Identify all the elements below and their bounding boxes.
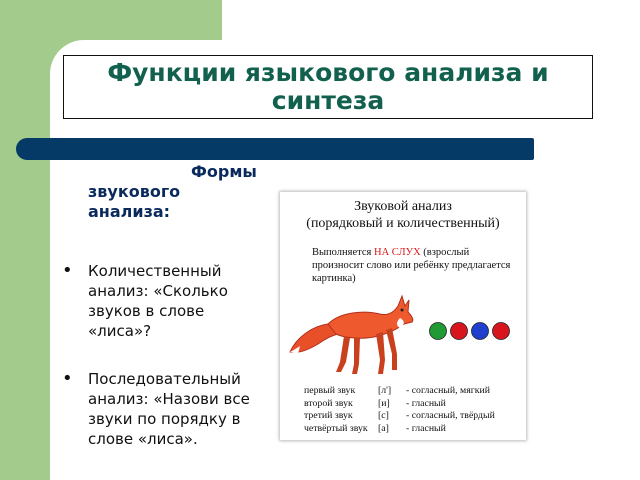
desc-before: Выполняется — [312, 247, 372, 258]
bullet-item-sequential — [62, 369, 272, 449]
sound-name: первый звук — [304, 385, 356, 396]
forms-heading-line-2: звукового — [88, 182, 181, 201]
sound-row — [304, 423, 495, 436]
picture-description — [312, 246, 522, 285]
sound-circle-3 — [472, 323, 489, 340]
sound-value: [л'] — [378, 385, 392, 396]
sound-desc: - гласный — [406, 397, 446, 409]
sound-name: второй звук — [304, 397, 353, 409]
slide-title — [63, 55, 593, 119]
picture-title-line-1: Звуковой анализ — [354, 199, 452, 214]
bullet-icon: • — [62, 260, 73, 281]
title-underline-bar — [16, 138, 534, 160]
picture-title — [280, 198, 526, 232]
sound-analysis-picture — [280, 192, 526, 440]
bullet-icon: • — [62, 368, 73, 389]
sound-desc: - согласный, твёрдый — [406, 410, 495, 421]
sound-value: [и] — [378, 397, 390, 409]
sound-desc: - согласный, мягкий — [406, 385, 491, 396]
sound-circle-1 — [430, 323, 447, 340]
bullet-item-quantitative — [62, 261, 272, 341]
sound-row — [304, 398, 495, 411]
sound-desc: - гласный — [406, 422, 446, 434]
picture-title-line-2: (порядковый и количественный) — [306, 216, 500, 231]
sound-name: четвёртый звук — [304, 422, 368, 434]
sound-circles — [428, 320, 512, 342]
title-line-1: Функции языкового анализа и — [107, 58, 549, 87]
forms-heading — [88, 162, 288, 222]
sound-table — [304, 385, 495, 435]
fox-icon — [288, 290, 418, 385]
sound-name: третий звук — [304, 410, 353, 421]
bullet-text: Количественный анализ: «Сколько звуков в слове «лиса»? — [88, 262, 228, 340]
sound-value: [а] — [378, 422, 389, 434]
forms-heading-line-1: Формы — [191, 162, 257, 181]
sound-circle-4 — [493, 323, 510, 340]
sound-row — [304, 410, 495, 423]
sound-value: [с] — [378, 410, 389, 421]
desc-highlight: НА СЛУХ — [373, 247, 421, 258]
sound-circle-2 — [451, 323, 468, 340]
title-line-2: синтеза — [271, 86, 385, 115]
desc-after: (взрослый произносит слово или ребёнку предлагается картинка) — [312, 247, 511, 284]
sound-row — [304, 385, 495, 398]
forms-heading-line-3: анализа: — [88, 202, 171, 221]
bullet-text: Последовательный анализ: «Назови все звуки по порядку в слове «лиса». — [88, 370, 250, 448]
